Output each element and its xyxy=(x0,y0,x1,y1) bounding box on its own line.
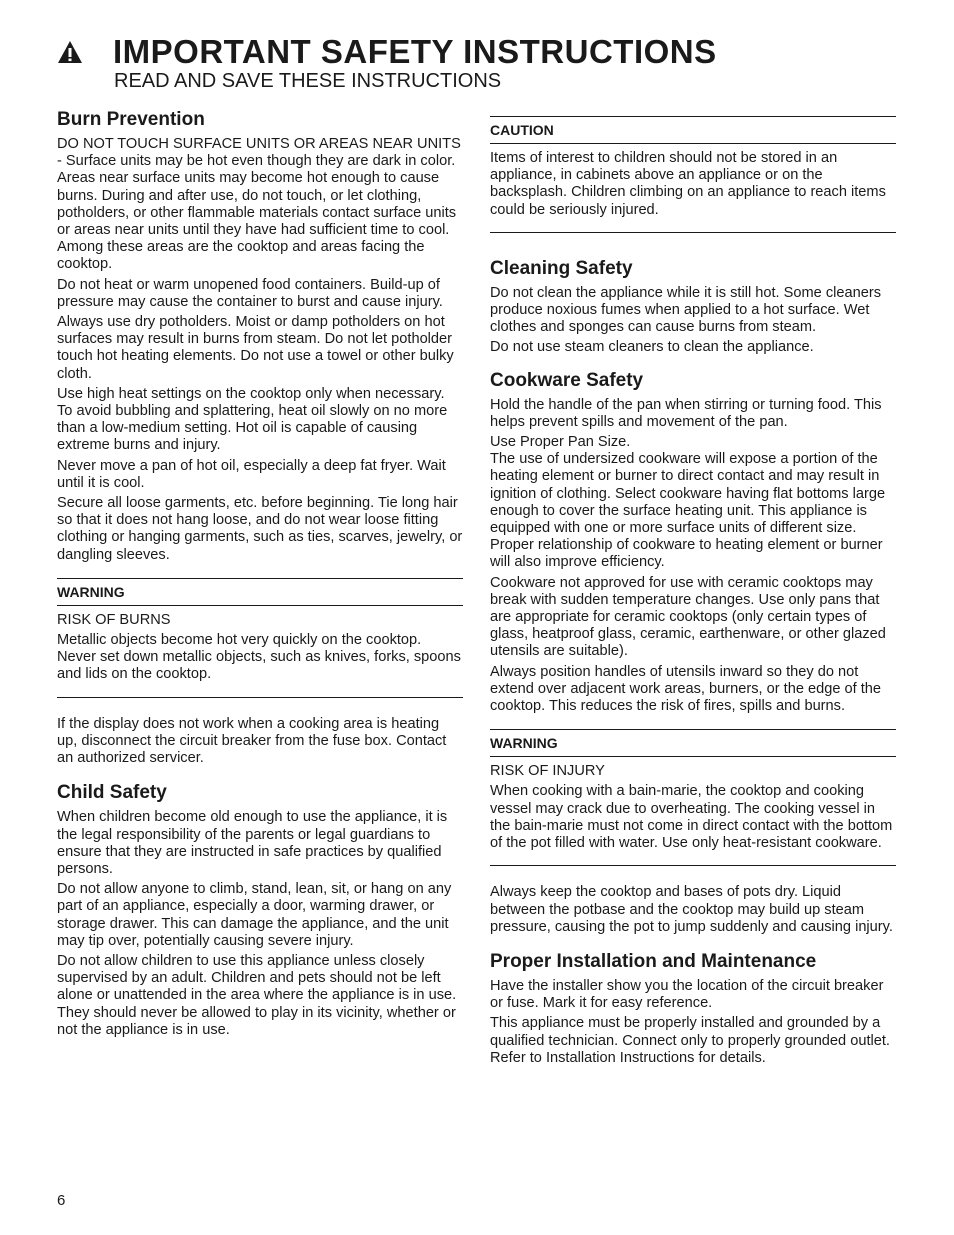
paragraph: This appliance must be properly installed and grounded by a qualified technician. Connect only to properly grounded outlet. Refer to Installation Instructions for details. xyxy=(490,1015,890,1066)
paragraph: Do not clean the appliance while it is still hot. Some cleaners produce noxious fumes when applied to a hot surface. Wet clothes and sponges can cause burns from steam. xyxy=(490,284,881,336)
right-column xyxy=(490,116,896,1070)
installation-heading: Proper Installation and Maintenance xyxy=(490,950,817,972)
warning-label: WARNING xyxy=(57,579,463,606)
page-number: 6 xyxy=(57,1192,66,1209)
cleaning-safety-section xyxy=(490,257,896,357)
child-safety-heading: Child Safety xyxy=(57,782,167,804)
paragraph: When children become old enough to use the appliance, it is the legal responsibility of the parents or legal guardians to ensure that they are instructed in safe practices by qualified persons. xyxy=(57,809,448,877)
warning-text: Metallic objects become hot very quickly on the cooktop. Never set down metallic objects, such as knives, forks, spoons and lids on the cooktop. xyxy=(57,632,461,683)
paragraph: Do not allow anyone to climb, stand, lean, sit, or hang on any part of an appliance, especially a door, warming drawer, or storage drawer. This can damage the appliance, and the unit may tip over, potentially causing severe injury. xyxy=(57,881,452,949)
warning-risk: RISK OF BURNS xyxy=(57,611,171,628)
burn-prevention-heading: Burn Prevention xyxy=(57,109,205,130)
warning-label: WARNING xyxy=(490,730,896,757)
warning-box-burns xyxy=(57,578,463,698)
warning-triangle-icon xyxy=(57,40,83,64)
warning-risk: RISK OF INJURY xyxy=(490,763,605,780)
paragraph xyxy=(490,434,896,451)
paragraph: Never move a pan of hot oil, especially a deep fat fryer. Wait until it is cool. xyxy=(57,457,446,491)
paragraph: Do not allow children to use this appliance unless closely supervised by an adult. Children and pets should not be left alone or unattended in the area where the appliance is in use. They should never be allowed to play in its vicinity, whether or not the appliance is in use. xyxy=(57,952,457,1038)
caution-text: Items of interest to children should not be stored in an appliance, in cabinets above an appliance or on the backsplash. Children climbing on an appliance to reach items could be seriously injured. xyxy=(490,150,886,218)
warning-box-injury xyxy=(490,729,896,866)
paragraph: The use of undersized cookware will expose a portion of the heating element or burner to direct contact and may result in ignition of clothing. Select cookware having flat bottoms large enough to cover the surface heating unit. This appliance is equipped with one or more surface units of different size. Proper relationship of cookware to heating element or burner will also improve efficiency. xyxy=(490,451,886,571)
paragraph: Always position handles of utensils inward so they do not extend over adjacent work areas, burners, or the edge of the cooktop. This reduces the risk of fires, spills and burns. xyxy=(490,663,882,715)
warning-body xyxy=(57,606,463,697)
cleaning-safety-heading: Cleaning Safety xyxy=(490,257,633,279)
paragraph: Secure all loose garments, etc. before beginning. Tie long hair so that it does not hang loose, and do not wear loose fitting clothing or hanging garments, such as ties, scarves, jewelry, or dangling sleeves. xyxy=(57,495,463,563)
left-column xyxy=(57,108,463,1042)
pan-size-title: Use Proper Pan Size. xyxy=(490,434,631,451)
pots-note: Always keep the cooktop and bases of pots dry. Liquid between the potbase and the cooktop may build up steam pressure, causing the pot to jump suddenly and causing injury. xyxy=(490,884,893,935)
paragraph: Always use dry potholders. Moist or damp potholders on hot surfaces may result in burns from steam. Do not let potholder touch hot heating elements. Do not use a towel or other bulky cloth. xyxy=(57,314,454,382)
cookware-safety-section xyxy=(490,369,896,716)
page-subtitle: READ AND SAVE THESE INSTRUCTIONS xyxy=(114,70,502,92)
burn-prevention-section xyxy=(57,108,463,564)
installation-section xyxy=(490,950,896,1067)
paragraph: Do not heat or warm unopened food containers. Build-up of pressure may cause the container to burst and cause injury. xyxy=(57,276,443,310)
caution-label: CAUTION xyxy=(490,117,896,144)
title-row xyxy=(57,32,907,72)
paragraph: Use high heat settings on the cooktop only when necessary. To avoid bubbling and splattering, heat oil slowly on no more than a low-medium setting. Hot oil is capable of causing extreme burns and injury. xyxy=(57,385,448,454)
page-title: IMPORTANT SAFETY INSTRUCTIONS xyxy=(113,33,717,70)
paragraph: Have the installer show you the location of the circuit breaker or fuse. Mark it for easy reference. xyxy=(490,977,884,1012)
caution-body xyxy=(490,144,896,232)
display-note: If the display does not work when a cooking area is heating up, disconnect the circuit breaker from the fuse box. Contact an authorized servicer. xyxy=(57,715,447,767)
caution-box xyxy=(490,116,896,233)
warning-body xyxy=(490,757,896,865)
paragraph: Do not use steam cleaners to clean the appliance. xyxy=(490,339,814,356)
paragraph: Hold the handle of the pan when stirring or turning food. This helps prevent spills and movement of the pan. xyxy=(490,396,882,430)
child-safety-section xyxy=(57,781,463,1039)
paragraph: DO NOT TOUCH SURFACE UNITS OR AREAS NEAR UNITS - Surface units may be hot even though they are dark in color. Areas near surface units may become hot enough to cause burns. During and after use, do not touch, or let clothing, potholders, or other flammable materials contact surface units or areas near units until they have had sufficient time to cool. Among these areas are the cooktop and areas facing the cooktop. xyxy=(57,136,461,273)
warning-text: When cooking with a bain-marie, the cooktop and cooking vessel may crack due to overheating. The cooking vessel in the bain-marie must not come in direct contact with the bottom of the pot filled with water. Use only heat-resistant cookware. xyxy=(490,783,893,852)
paragraph: Cookware not approved for use with ceramic cooktops may break with sudden temperature changes. Use only pans that are appropriate for ceramic cooktops (only certain types of glass, heatproof glass, ceramic, earthenware, or other glazed utensils are suitable). xyxy=(490,574,886,660)
page-header xyxy=(57,32,907,92)
cookware-safety-heading: Cookware Safety xyxy=(490,369,644,391)
